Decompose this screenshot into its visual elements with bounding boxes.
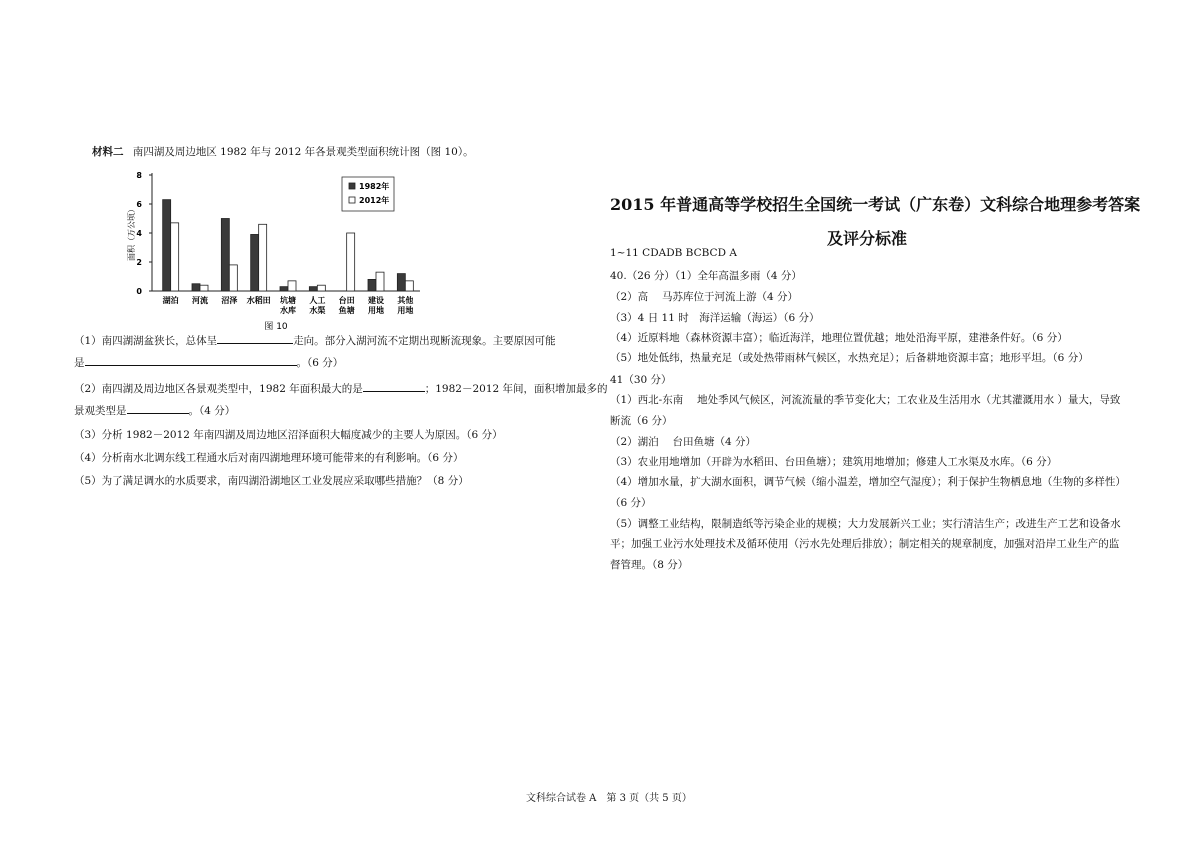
bar-2012 (200, 285, 208, 291)
question-4: （4）分析南水北调东线工程通水后对南四湖地理环境可能带来的有利影响。（6 分） (74, 452, 464, 464)
answer-line: （1）西北-东南 地处季风气候区，河流流量的季节变化大；工农业及生活用水（尤其灌溉用水 ）量大，导致 (610, 394, 1121, 406)
chart-title: 图 10 (264, 322, 288, 332)
x-tick-label: 用地 (368, 306, 384, 315)
answer-line: （4）增加水量，扩大湖水面积，调节气候（缩小温差，增加空气湿度）；利于保护生物栖息地（生物的多样性） (610, 476, 1126, 488)
material-label: 材料二 (92, 146, 124, 158)
x-tick-label: 建设 (368, 296, 384, 305)
q1-text-b: 走向。部分入湖河流不定期出现断流现象。主要原因可能 (293, 335, 556, 347)
legend-label: 2012年 (359, 196, 390, 205)
answer-line: 断流（6 分） (610, 415, 673, 427)
y-tick-label: 2 (136, 258, 142, 267)
bar-2012 (171, 223, 179, 291)
answer-line: 督管理。（8 分） (610, 559, 689, 571)
q2-text-a: （2）南四湖及周边地区各景观类型中，1982 年面积最大的是 (74, 383, 363, 395)
answer-line: （5）调整工业结构，限制造纸等污染企业的规模；大力发展新兴工业；实行清洁生产；改进生产工艺和设备水 (610, 518, 1121, 530)
answer-line: 41（30 分） (610, 374, 672, 386)
legend-label: 1982年 (359, 182, 390, 191)
bar-2012 (259, 224, 267, 291)
answer-line: （2）湖泊 台田鱼塘（4 分） (610, 436, 757, 448)
page-footer: 文科综合试卷 A 第 3 页（共 5 页） (526, 793, 692, 804)
question-5: （5）为了满足调水的水质要求，南四湖沿湖地区工业发展应采取哪些措施？（8 分） (74, 475, 469, 487)
x-tick-label: 鱼塘 (338, 306, 355, 315)
x-tick-label: 台田 (338, 296, 355, 305)
q2-blank-increase (127, 403, 189, 414)
x-tick-label: 其他 (397, 296, 414, 305)
question-2-line1 (74, 381, 608, 396)
answer-line: 平；加强工业污水处理技术及循环使用（污水先处理后排放）；制定相关的规章制度，加强对沿岸工业生产的监 (610, 538, 1120, 550)
x-tick-label: 坑塘 (280, 296, 296, 305)
answer-subtitle: 及评分标准 (827, 229, 908, 248)
x-tick-label: 用地 (397, 306, 414, 315)
answer-line: （6 分） (610, 497, 652, 509)
x-tick-label: 沼泽 (221, 296, 238, 305)
y-axis-label: 面积（万公顷） (127, 205, 136, 261)
material-text: 南四湖及周边地区 1982 年与 2012 年各景观类型面积统计图（图 10）。 (132, 146, 474, 158)
bar-2012 (347, 233, 355, 291)
x-tick-label: 人工 (309, 296, 326, 305)
answer-title: 2015 年普通高等学校招生全国统一考试（广东卷）文科综合地理参考答案 (610, 195, 1141, 214)
bar-1982 (280, 287, 288, 291)
answer-line: （3）农业用地增加（开辟为水稻田、台田鱼塘）；建筑用地增加；修建人工水渠及水库。（6 分） (610, 456, 1058, 468)
area-bar-chart (120, 165, 450, 335)
question-2-line2 (74, 403, 235, 418)
bar-1982 (192, 284, 200, 291)
q2-blank-largest (363, 381, 425, 392)
question-3: （3）分析 1982－2012 年南四湖及周边地区沼泽面积大幅度减少的主要人为原因。（6 分） (74, 429, 503, 441)
x-tick-label: 水渠 (309, 306, 326, 315)
bar-1982 (221, 219, 229, 292)
answer-line: （3）4 日 11 时 海洋运输（海运）（6 分） (610, 312, 820, 324)
bar-1982 (309, 287, 317, 291)
bar-2012 (317, 285, 325, 291)
x-tick-label: 水稻田 (246, 296, 271, 305)
q2-text-d: 。（4 分） (188, 405, 236, 417)
q1-text-d: 。（6 分） (296, 357, 344, 369)
question-1-line1 (74, 333, 556, 348)
y-tick-label: 8 (136, 171, 142, 180)
y-tick-label: 6 (136, 200, 142, 209)
answer-line: （4）近原料地（森林资源丰富）；临近海洋，地理位置优越；地处沿海平原，建港条件好。（6 分） (610, 332, 1068, 344)
legend-swatch (349, 197, 355, 203)
bar-1982 (163, 200, 171, 291)
bar-1982 (251, 234, 259, 291)
material-heading (92, 145, 474, 159)
x-tick-label: 水库 (280, 306, 296, 315)
q2-text-b: ；1982－2012 年间，面积增加最多的 (424, 383, 608, 395)
q1-blank-direction (217, 333, 293, 344)
bar-2012 (376, 272, 384, 291)
answer-line: （5）地处低纬，热量充足（或处热带雨林气候区，水热充足）；后备耕地资源丰富；地形平坦。（6 分） (610, 352, 1089, 364)
q2-text-c: 景观类型是 (74, 405, 127, 417)
q1-text-a: （1）南四湖湖盆狭长，总体呈 (74, 335, 218, 347)
bar-2012 (229, 265, 237, 291)
legend-swatch (349, 183, 355, 189)
answer-line: （2）高 马苏库位于河流上游（4 分） (610, 291, 799, 303)
bar-1982 (368, 279, 376, 291)
answer-line: 40.（26 分）（1）全年高温多雨（4 分） (610, 270, 802, 282)
bar-2012 (288, 281, 296, 291)
y-tick-label: 4 (136, 229, 142, 238)
x-tick-label: 河流 (192, 296, 208, 305)
q1-text-c: 是 (74, 357, 85, 369)
x-tick-label: 湖泊 (162, 296, 179, 305)
bar-1982 (397, 274, 405, 291)
question-1-line2 (74, 355, 343, 370)
q1-blank-reason (85, 355, 297, 366)
answer-line: 1~11 CDADB BCBCD A (610, 247, 737, 259)
bar-2012 (405, 281, 413, 291)
y-tick-label: 0 (136, 287, 142, 296)
